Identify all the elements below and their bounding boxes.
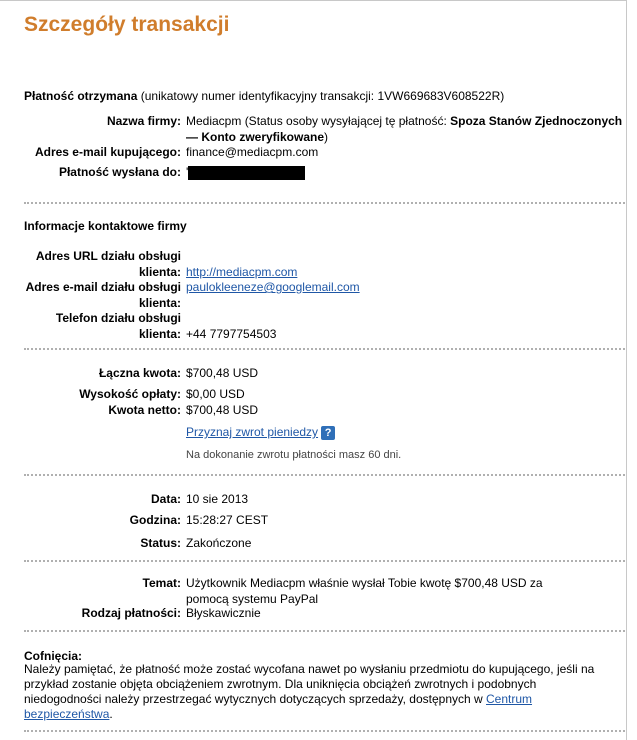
refund-row (186, 424, 335, 440)
page-title: Szczegóły transakcji (24, 13, 230, 36)
support-phone-label (24, 310, 181, 342)
payment-type-value: Błyskawicznie (186, 606, 261, 620)
company-name-label: Nazwa firmy: (106, 114, 181, 128)
separator (24, 348, 625, 350)
separator (24, 630, 625, 632)
net-amount-label: Kwota netto: (108, 403, 181, 417)
separator (24, 202, 625, 204)
buyer-email-value: finance@mediacpm.com (186, 145, 319, 159)
total-amount-value: $700,48 USD (186, 366, 259, 380)
separator (24, 474, 625, 476)
security-center-link[interactable]: Centrum (486, 692, 533, 706)
separator (24, 730, 625, 732)
contact-heading: Informacje kontaktowe firmy (24, 219, 187, 233)
status-verified: — Konto zweryfikowane (186, 130, 325, 144)
support-phone-value: +44 7797754503 (186, 327, 277, 341)
reversal-line3: niedogodności należy przestrzegać wytycznych dotyczących sprzedaży, dostępnych w (24, 692, 487, 706)
status-close: ) (324, 130, 329, 144)
support-url-label-line1: Adres URL działu obsługi (35, 249, 181, 263)
top-border (0, 0, 627, 1)
status-label: Status: (140, 536, 181, 550)
subject-line1: Użytkownik Mediacpm właśnie wysłał Tobie kwotę $700,48 USD za (186, 576, 543, 590)
support-email-label-line1: Adres e-mail działu obsługi (25, 280, 181, 294)
reversal-line1: Należy pamiętać, że płatność może zostać wycofana nawet po wysłaniu przedmiotu do kupującego, jeśli na (24, 662, 595, 676)
refund-note: Na dokonanie zwrotu płatności masz 60 dni. (186, 449, 402, 461)
sent-to-label: Płatność wysłana do: (58, 165, 181, 179)
date-label: Data: (150, 492, 181, 506)
time-value: 15:28:27 CEST (186, 513, 269, 527)
support-url-label (24, 248, 181, 280)
status-region: Spoza Stanów Zjednoczonych (450, 114, 623, 128)
subject-value (186, 575, 606, 607)
total-amount-label: Łączna kwota: (98, 366, 181, 380)
payment-received-line (24, 88, 504, 104)
support-email-label-line2: klienta: (138, 296, 181, 310)
support-phone-label-line2: klienta: (138, 327, 181, 341)
payment-received-label: Płatność otrzymana (24, 89, 138, 103)
fee-label: Wysokość opłaty: (79, 387, 181, 401)
redacted-email-block (188, 166, 305, 180)
net-amount-value: $700,48 USD (186, 403, 259, 417)
company-name-value (186, 113, 626, 145)
reversal-end: . (109, 707, 113, 721)
reversal-heading: Cofnięcia: (24, 649, 83, 663)
help-icon[interactable]: ? (321, 426, 335, 440)
support-email-link[interactable]: paulokleeneze@googlemail.com (186, 280, 360, 294)
reversal-text (24, 662, 594, 722)
payment-type-label: Rodzaj płatności: (81, 606, 181, 620)
sent-to-prefix: ' (186, 165, 189, 179)
separator (24, 560, 625, 562)
company-name-text: Mediacpm (Status osoby wysyłającej tę płatność: (186, 114, 451, 128)
date-value: 10 sie 2013 (186, 492, 249, 506)
support-url-link[interactable]: http://mediacpm.com (186, 265, 298, 279)
support-url-label-line2: klienta: (138, 265, 181, 279)
refund-link[interactable]: Przyznaj zwrot pieniedzy (186, 425, 319, 439)
support-email-label (24, 279, 181, 311)
buyer-email-label: Adres e-mail kupującego: (34, 145, 181, 159)
security-center-link-cont[interactable]: bezpieczeństwa (24, 707, 110, 721)
status-value: Zakończone (186, 536, 252, 550)
fee-value: $0,00 USD (186, 387, 245, 401)
time-label: Godzina: (129, 513, 181, 527)
transaction-id: (unikatowy numer identyfikacyjny transakcji: 1VW669683V608522R) (140, 89, 505, 103)
reversal-line2: przykład zostanie objęta obciążeniem zwrotnym. Dla uniknięcia obciążeń zwrotnych i podobnych (24, 677, 537, 691)
sent-to-value (186, 164, 305, 180)
subject-label: Temat: (142, 576, 181, 590)
support-phone-label-line1: Telefon działu obsługi (55, 311, 181, 325)
subject-line2: pomocą systemu PayPal (186, 592, 319, 606)
